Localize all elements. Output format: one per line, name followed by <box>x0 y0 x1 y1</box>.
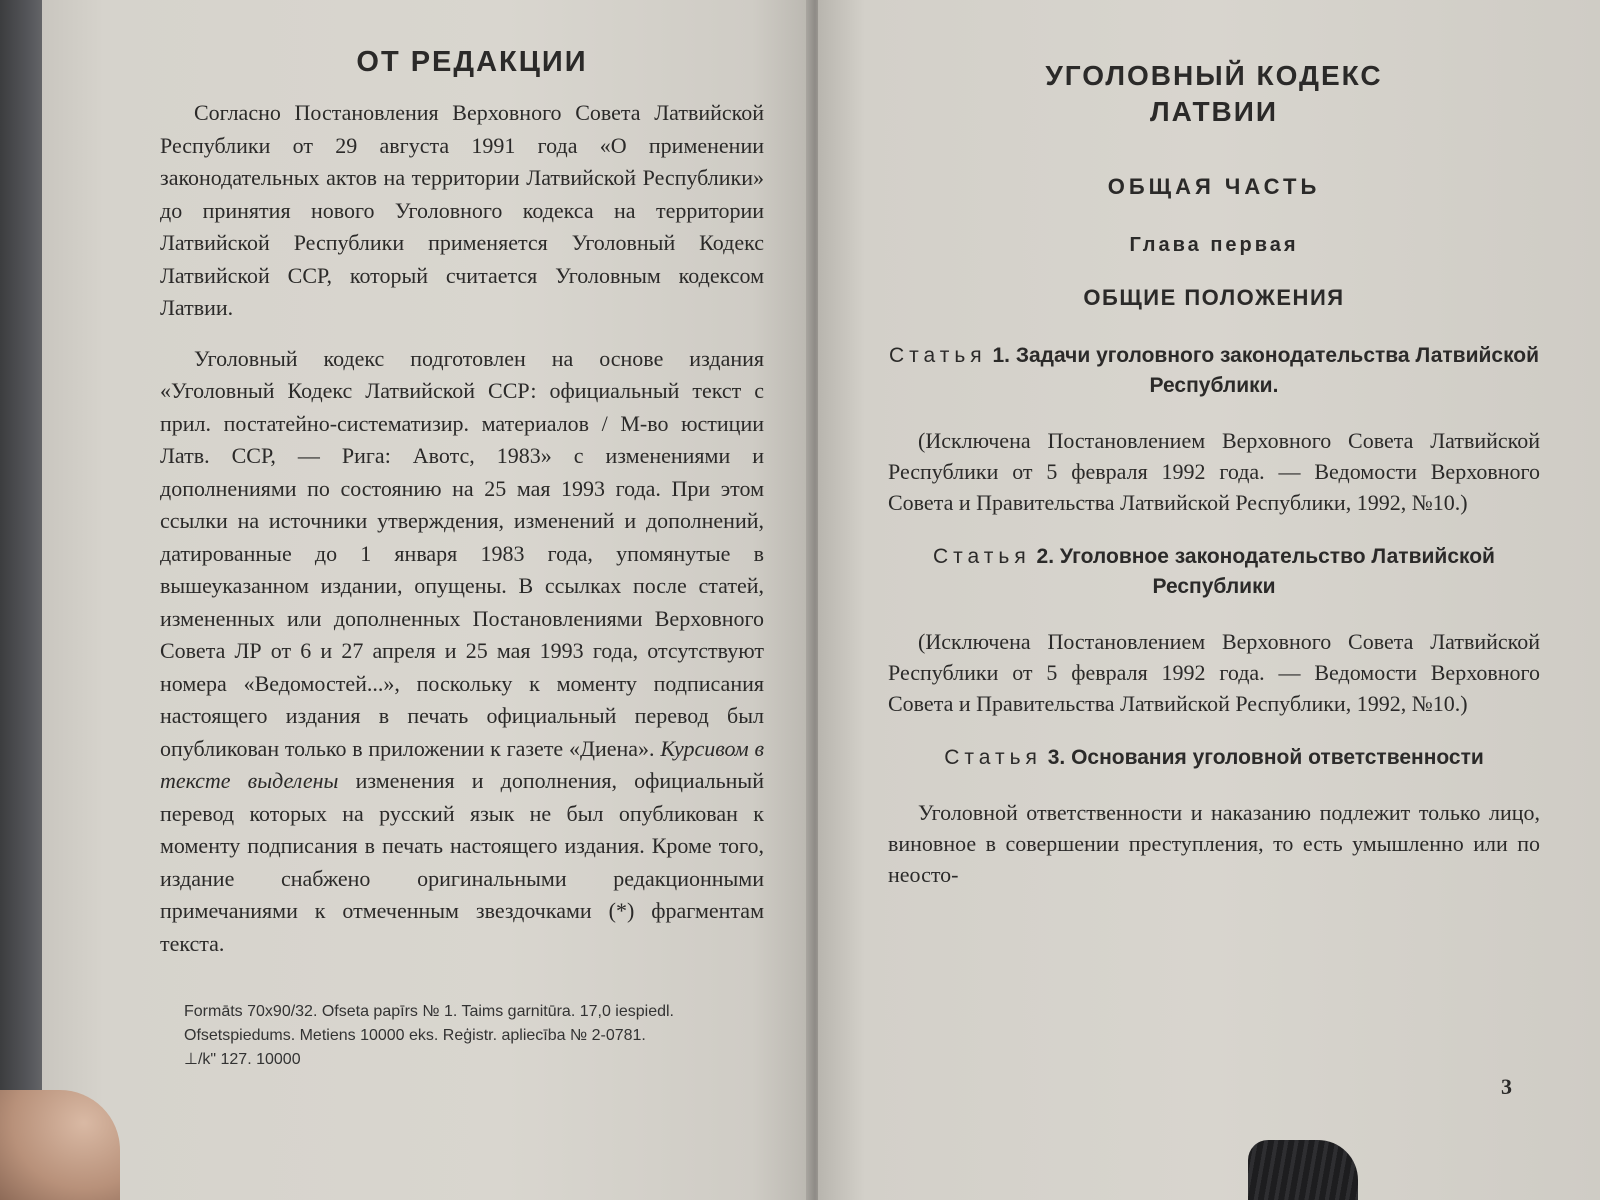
code-title-line-2: ЛАТВИИ <box>1149 96 1279 127</box>
code-title <box>888 58 1540 130</box>
chapter-heading: Глава первая <box>1129 234 1299 256</box>
page-number: 3 <box>1501 1074 1512 1099</box>
paragraph-2-start: Уголовный кодекс подготовлен на основе издания «Уголовный Кодекс Латвийской ССР: официальный текст с прил. постатейно-систематизир. материалов / М-во юстиции Латв. ССР, — Рига: Авотс, 1983» с изменениями и дополнениями по состоянию на 25 мая 1993 года. При этом ссылки на источники утверждения, изменений и дополнений, датированные до 1 января 1983 года, упомянутые в вышеуказанном издании, опущены. В ссылках после статей, измененных или дополненных Постановлениями Верховного Совета ЛР от 6 и 27 апреля и 25 мая 1993 года, отсутствуют номера «Ведомостей...», поскольку к моменту подписания настоящего издания в печать официальный перевод был опубликован только в приложении к газете «Диена». <box>160 345 764 761</box>
article-title: 2. Уголовное законодательство Латвийской Республики <box>1030 545 1495 598</box>
article-2-heading <box>888 542 1540 602</box>
thumb-photo <box>0 1090 120 1200</box>
bookmark-ribbon <box>1248 1140 1358 1200</box>
imprint-line: ⊥/k" 127. 10000 <box>184 1051 301 1068</box>
left-page-title: ОТ РЕДАКЦИИ <box>356 46 588 78</box>
part-heading: ОБЩАЯ ЧАСТЬ <box>1107 174 1321 199</box>
article-label: Статья <box>944 746 1042 769</box>
editorial-paragraph-1: Согласно Постановления Верховного Совета Латвийской Республики от 29 августа 1991 года «О применении законодательных актов на территории Латвийской Республики» до принятия нового Уголовного кодекса на территории Латвийской Республики применяется Уголовный Кодекс Латвийской ССР, который считается Уголовным кодексом Латвии. <box>160 100 764 320</box>
article-title: 3. Основания уголовной ответственности <box>1041 746 1484 769</box>
article-2-body: (Исключена Постановлением Верховного Совета Латвийской Республики от 5 февраля 1992 года. — Ведомости Верховного Совета и Правительства Латвийской Республики, 1992, №10.) <box>888 629 1540 716</box>
paragraph-2-end: изменения и дополнения, официальный перевод которых на русский язык не был опубликован к моменту подписания в печать настоящего издания. Кроме того, издание снабжено оригинальными редакционными примечаниями к отмеченным звездочками (*) фрагментам текста. <box>160 768 764 956</box>
imprint-block <box>184 1000 764 1072</box>
editorial-paragraph-2 <box>160 343 764 961</box>
article-3-heading <box>888 743 1540 773</box>
left-page <box>42 0 814 1200</box>
book-cover-edge <box>0 0 48 1200</box>
article-1-body: (Исключена Постановлением Верховного Совета Латвийской Республики от 5 февраля 1992 года. — Ведомости Верховного Совета и Правительства Латвийской Республики, 1992, №10.) <box>888 428 1540 515</box>
imprint-line: Formāts 70x90/32. Ofseta papīrs № 1. Taims garnitūra. 17,0 iespiedl. <box>184 1003 674 1020</box>
paragraph-2-italic: Курсивом в тексте выделены <box>160 735 764 793</box>
code-title-line-1: УГОЛОВНЫЙ КОДЕКС <box>1045 60 1383 91</box>
article-label: Статья <box>888 344 987 367</box>
section-heading: ОБЩИЕ ПОЛОЖЕНИЯ <box>1083 285 1345 310</box>
right-page <box>818 0 1600 1200</box>
article-title: 1. Задачи уголовного законодательства Латвийской Республики. <box>986 344 1540 397</box>
article-3-body: Уголовной ответственности и наказанию подлежит только лицо, виновное в совершении преступления, то есть умышленно или по неосто- <box>888 800 1540 887</box>
article-label: Статья <box>933 545 1031 568</box>
imprint-line: Ofsetspiedums. Metiens 10000 eks. Reģistr. apliecība № 2-0781. <box>184 1027 646 1044</box>
article-1-heading <box>888 341 1540 401</box>
